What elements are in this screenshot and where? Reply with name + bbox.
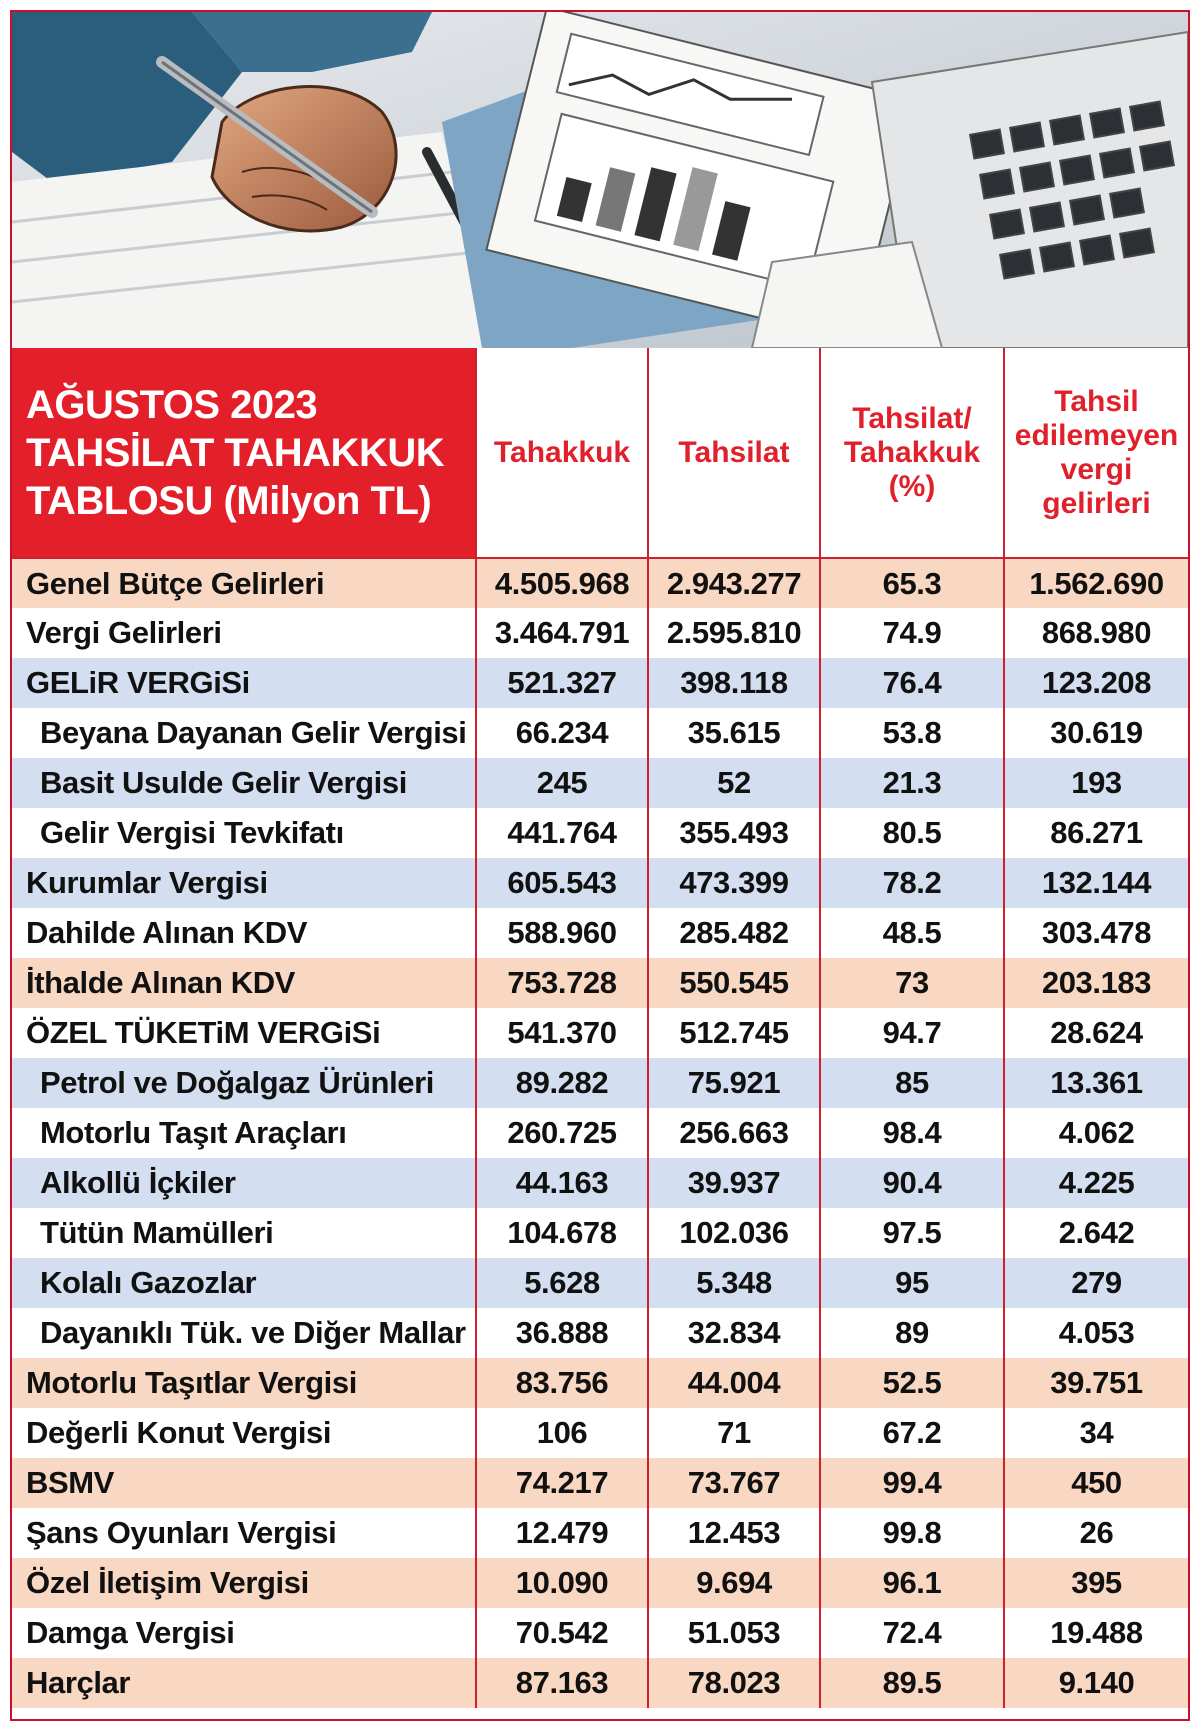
- cell-oran: 21.3: [820, 758, 1004, 808]
- row-label: Kolalı Gazozlar: [12, 1258, 476, 1308]
- cell-oran: 74.9: [820, 608, 1004, 658]
- cell-tahsil-edilemeyen: 9.140: [1004, 1658, 1188, 1708]
- header-illustration: [12, 12, 1188, 348]
- cell-oran: 78.2: [820, 858, 1004, 908]
- cell-tahakkuk: 70.542: [476, 1608, 648, 1658]
- table-row: [12, 1008, 1188, 1058]
- cell-tahakkuk: 44.163: [476, 1158, 648, 1208]
- cell-tahakkuk: 541.370: [476, 1008, 648, 1058]
- table-row: [12, 1058, 1188, 1108]
- cell-tahakkuk: 441.764: [476, 808, 648, 858]
- table-row: [12, 1458, 1188, 1508]
- cell-tahsil-edilemeyen: 132.144: [1004, 858, 1188, 908]
- cell-tahakkuk: 74.217: [476, 1458, 648, 1508]
- table-row: [12, 1108, 1188, 1158]
- table-row: [12, 1308, 1188, 1358]
- cell-oran: 80.5: [820, 808, 1004, 858]
- cell-tahsil-edilemeyen: 123.208: [1004, 658, 1188, 708]
- cell-tahsilat: 52: [648, 758, 820, 808]
- cell-tahsilat: 398.118: [648, 658, 820, 708]
- table-row: [12, 858, 1188, 908]
- cell-oran: 89.5: [820, 1658, 1004, 1708]
- row-label: Gelir Vergisi Tevkifatı: [12, 808, 476, 858]
- cell-tahsilat: 512.745: [648, 1008, 820, 1058]
- cell-oran: 89: [820, 1308, 1004, 1358]
- cell-oran: 95: [820, 1258, 1004, 1308]
- cell-oran: 96.1: [820, 1558, 1004, 1608]
- cell-tahsil-edilemeyen: 34: [1004, 1408, 1188, 1458]
- cell-tahsil-edilemeyen: 39.751: [1004, 1358, 1188, 1408]
- cell-tahsil-edilemeyen: 13.361: [1004, 1058, 1188, 1108]
- cell-oran: 52.5: [820, 1358, 1004, 1408]
- column-header-tahsilat: Tahsilat: [648, 348, 820, 558]
- cell-oran: 76.4: [820, 658, 1004, 708]
- cell-tahakkuk: 753.728: [476, 958, 648, 1008]
- hand-writing-pen-laptop-documents-illustration: [12, 12, 1188, 348]
- cell-tahakkuk: 245: [476, 758, 648, 808]
- cell-tahakkuk: 104.678: [476, 1208, 648, 1258]
- cell-tahsil-edilemeyen: 203.183: [1004, 958, 1188, 1008]
- row-label: GELiR VERGiSi: [12, 658, 476, 708]
- cell-tahsilat: 355.493: [648, 808, 820, 858]
- cell-tahsil-edilemeyen: 303.478: [1004, 908, 1188, 958]
- cell-oran: 97.5: [820, 1208, 1004, 1258]
- cell-tahsil-edilemeyen: 1.562.690: [1004, 558, 1188, 608]
- cell-tahsilat: 550.545: [648, 958, 820, 1008]
- column-header-tahakkuk: Tahakkuk: [476, 348, 648, 558]
- cell-tahakkuk: 588.960: [476, 908, 648, 958]
- table-row: [12, 1258, 1188, 1308]
- cell-tahsilat: 78.023: [648, 1658, 820, 1708]
- table-row: [12, 958, 1188, 1008]
- cell-tahsil-edilemeyen: 30.619: [1004, 708, 1188, 758]
- cell-oran: 99.4: [820, 1458, 1004, 1508]
- cell-tahsilat: 39.937: [648, 1158, 820, 1208]
- table-body: [12, 558, 1188, 1708]
- cell-tahsil-edilemeyen: 868.980: [1004, 608, 1188, 658]
- cell-oran: 65.3: [820, 558, 1004, 608]
- table-row: [12, 558, 1188, 608]
- cell-oran: 85: [820, 1058, 1004, 1108]
- table-row: [12, 1558, 1188, 1608]
- row-label: İthalde Alınan KDV: [12, 958, 476, 1008]
- column-header-oran: Tahsilat/ Tahakkuk (%): [820, 348, 1004, 558]
- row-label: Şans Oyunları Vergisi: [12, 1508, 476, 1558]
- table-row: [12, 658, 1188, 708]
- row-label: Değerli Konut Vergisi: [12, 1408, 476, 1458]
- cell-tahsilat: 12.453: [648, 1508, 820, 1558]
- table-header-row: [12, 348, 1188, 558]
- table-row: [12, 908, 1188, 958]
- cell-tahsilat: 473.399: [648, 858, 820, 908]
- cell-oran: 99.8: [820, 1508, 1004, 1558]
- cell-tahsilat: 256.663: [648, 1108, 820, 1158]
- cell-tahakkuk: 605.543: [476, 858, 648, 908]
- cell-tahsil-edilemeyen: 395: [1004, 1558, 1188, 1608]
- cell-tahsilat: 32.834: [648, 1308, 820, 1358]
- cell-tahsilat: 2.943.277: [648, 558, 820, 608]
- cell-tahakkuk: 5.628: [476, 1258, 648, 1308]
- cell-tahsilat: 75.921: [648, 1058, 820, 1108]
- cell-oran: 48.5: [820, 908, 1004, 958]
- row-label: Dahilde Alınan KDV: [12, 908, 476, 958]
- cell-tahsil-edilemeyen: 4.053: [1004, 1308, 1188, 1358]
- cell-oran: 53.8: [820, 708, 1004, 758]
- cell-tahakkuk: 36.888: [476, 1308, 648, 1358]
- cell-tahakkuk: 12.479: [476, 1508, 648, 1558]
- cell-tahsilat: 102.036: [648, 1208, 820, 1258]
- cell-tahsil-edilemeyen: 279: [1004, 1258, 1188, 1308]
- cell-tahakkuk: 3.464.791: [476, 608, 648, 658]
- row-label: Petrol ve Doğalgaz Ürünleri: [12, 1058, 476, 1108]
- cell-tahsil-edilemeyen: 4.225: [1004, 1158, 1188, 1208]
- table-row: [12, 1408, 1188, 1458]
- row-label: ÖZEL TÜKETiM VERGiSi: [12, 1008, 476, 1058]
- cell-tahakkuk: 521.327: [476, 658, 648, 708]
- cell-tahakkuk: 89.282: [476, 1058, 648, 1108]
- cell-oran: 90.4: [820, 1158, 1004, 1208]
- cell-oran: 72.4: [820, 1608, 1004, 1658]
- cell-tahsilat: 71: [648, 1408, 820, 1458]
- row-label: Beyana Dayanan Gelir Vergisi: [12, 708, 476, 758]
- row-label: Tütün Mamülleri: [12, 1208, 476, 1258]
- table-row: [12, 1508, 1188, 1558]
- table-row: [12, 1208, 1188, 1258]
- cell-tahakkuk: 4.505.968: [476, 558, 648, 608]
- table-row: [12, 808, 1188, 858]
- row-label: Basit Usulde Gelir Vergisi: [12, 758, 476, 808]
- row-label: Alkollü İçkiler: [12, 1158, 476, 1208]
- cell-tahsilat: 285.482: [648, 908, 820, 958]
- title-line: TAHSİLAT TAHAKKUK: [26, 430, 445, 475]
- cell-tahsil-edilemeyen: 4.062: [1004, 1108, 1188, 1158]
- row-label: Dayanıklı Tük. ve Diğer Mallar: [12, 1308, 476, 1358]
- table-row: [12, 1608, 1188, 1658]
- cell-tahsil-edilemeyen: 450: [1004, 1458, 1188, 1508]
- cell-tahsilat: 9.694: [648, 1558, 820, 1608]
- cell-oran: 73: [820, 958, 1004, 1008]
- cell-tahakkuk: 10.090: [476, 1558, 648, 1608]
- table-row: [12, 1358, 1188, 1408]
- cell-tahakkuk: 83.756: [476, 1358, 648, 1408]
- cell-tahsilat: 51.053: [648, 1608, 820, 1658]
- row-label: Özel İletişim Vergisi: [12, 1558, 476, 1608]
- row-label: BSMV: [12, 1458, 476, 1508]
- table-row: [12, 608, 1188, 658]
- cell-tahsilat: 35.615: [648, 708, 820, 758]
- infographic-frame: [10, 10, 1190, 1721]
- table-row: [12, 758, 1188, 808]
- cell-tahsilat: 5.348: [648, 1258, 820, 1308]
- cell-oran: 94.7: [820, 1008, 1004, 1058]
- cell-tahsil-edilemeyen: 2.642: [1004, 1208, 1188, 1258]
- column-header-tahsil-edilemeyen: Tahsil edilemeyen vergi gelirleri: [1004, 348, 1188, 558]
- table-row: [12, 708, 1188, 758]
- cell-tahsil-edilemeyen: 28.624: [1004, 1008, 1188, 1058]
- cell-tahsilat: 73.767: [648, 1458, 820, 1508]
- cell-tahsilat: 2.595.810: [648, 608, 820, 658]
- cell-tahsil-edilemeyen: 193: [1004, 758, 1188, 808]
- cell-tahakkuk: 87.163: [476, 1658, 648, 1708]
- row-label: Genel Bütçe Gelirleri: [12, 558, 476, 608]
- row-label: Harçlar: [12, 1658, 476, 1708]
- cell-tahsil-edilemeyen: 26: [1004, 1508, 1188, 1558]
- table-row: [12, 1158, 1188, 1208]
- row-label: Motorlu Taşıtlar Vergisi: [12, 1358, 476, 1408]
- cell-tahsil-edilemeyen: 19.488: [1004, 1608, 1188, 1658]
- table-title: [12, 348, 476, 558]
- cell-oran: 98.4: [820, 1108, 1004, 1158]
- row-label: Vergi Gelirleri: [12, 608, 476, 658]
- title-line: AĞUSTOS 2023: [26, 382, 318, 427]
- row-label: Motorlu Taşıt Araçları: [12, 1108, 476, 1158]
- title-line: TABLOSU (Milyon TL): [26, 478, 432, 523]
- table-row: [12, 1658, 1188, 1708]
- row-label: Damga Vergisi: [12, 1608, 476, 1658]
- cell-tahsil-edilemeyen: 86.271: [1004, 808, 1188, 858]
- cell-tahakkuk: 106: [476, 1408, 648, 1458]
- row-label: Kurumlar Vergisi: [12, 858, 476, 908]
- tax-collection-table: [12, 348, 1188, 1708]
- cell-oran: 67.2: [820, 1408, 1004, 1458]
- cell-tahakkuk: 66.234: [476, 708, 648, 758]
- cell-tahsilat: 44.004: [648, 1358, 820, 1408]
- cell-tahakkuk: 260.725: [476, 1108, 648, 1158]
